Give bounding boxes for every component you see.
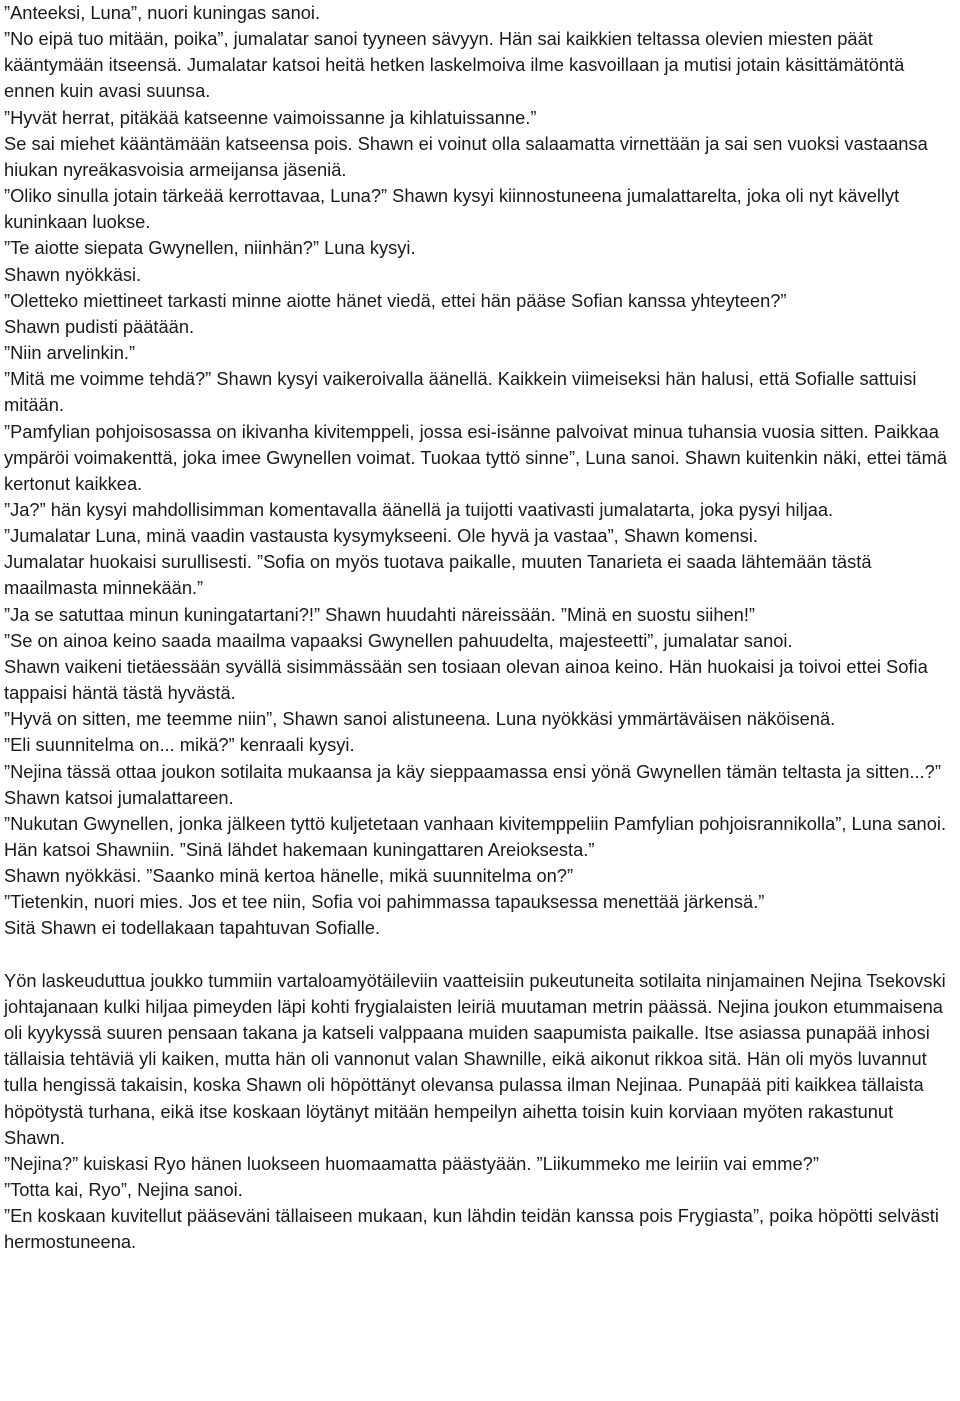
paragraph-11: ”Mitä me voimme tehdä?” Shawn kysyi vaikeroivalla äänellä. Kaikkein viimeiseksi hän halusi, että Sofialle sattuisi mitään. (4, 368, 917, 416)
paragraph-7: Shawn nyökkäsi. (4, 263, 142, 285)
paragraph-14: ”Jumalatar Luna, minä vaadin vastausta kysymykseeni. Ole hyvä ja vastaa”, Shawn komensi. (4, 525, 758, 547)
paragraph-16: ”Ja se satuttaa minun kuningatartani?!” Shawn huudahti näreissään. ”Minä en suostu siihen!” (4, 603, 755, 625)
paragraph-6: ”Te aiotte siepata Gwynellen, niinhän?” Luna kysyi. (4, 237, 416, 259)
paragraph-17: ”Se on ainoa keino saada maailma vapaaksi Gwynellen pahuudelta, majesteetti”, jumalatar sanoi. (4, 629, 793, 651)
paragraph-20: ”Eli suunnitelma on... mikä?” kenraali kysyi. (4, 734, 355, 756)
paragraph-23: Shawn nyökkäsi. ”Saanko minä kertoa hänelle, mikä suunnitelma on?” (4, 865, 574, 887)
paragraph-24: ”Tietenkin, nuori mies. Jos et tee niin, Sofia voi pahimmassa tapauksessa menettää järkensä.” (4, 891, 765, 913)
paragraph-10: ”Niin arvelinkin.” (4, 342, 136, 364)
paragraph-27: ”Nejina?” kuiskasi Ryo hänen luokseen huomaamatta päästyään. ”Liikummeko me leiriin vai emme?” (4, 1152, 819, 1174)
paragraph-15: Jumalatar huokaisi surullisesti. ”Sofia on myös tuotava paikalle, muuten Tanarieta ei saada lähtemään tästä maailmasta minnekään.” (4, 551, 872, 599)
paragraph-22: ”Nukutan Gwynellen, jonka jälkeen tyttö kuljetetaan vanhaan kivitemppeliin Pamfylian pohjoisrannikolla”, Luna sanoi. Hän katsoi Shawniin. ”Sinä lähdet hakemaan kuningattaren Areioksesta.” (4, 812, 947, 860)
paragraph-13: ”Ja?” hän kysyi mahdollisimman komentavalla äänellä ja tuijotti vaativasti jumalatarta, joka pysyi hiljaa. (4, 498, 834, 520)
paragraph-29: ”En koskaan kuvitellut pääseväni tällaiseen mukaan, kun lähdin teidän kanssa pois Frygiasta”, poika höpötti selvästi hermostuneena. (4, 1205, 939, 1253)
paragraph-8: ”Oletteko miettineet tarkasti minne aiotte hänet viedä, ettei hän pääse Sofian kanssa yhteyteen?” (4, 289, 787, 311)
paragraph-21: ”Nejina tässä ottaa joukon sotilaita mukaansa ja käy sieppaamassa ensi yönä Gwynellen tämän teltasta ja sitten...?” Shawn katsoi jumalattareen. (4, 760, 941, 808)
section-break (4, 942, 956, 968)
paragraph-4: Se sai miehet kääntämään katseensa pois. Shawn ei voinut olla salaamatta virnettään ja sai sen vuoksi vastaansa hiukan nyreäkasvoisia armeijansa jäseniä. (4, 132, 928, 180)
paragraph-19: ”Hyvä on sitten, me teemme niin”, Shawn sanoi alistuneena. Luna nyökkäsi ymmärtäväisen näköisenä. (4, 708, 836, 730)
paragraph-1: ”Anteeksi, Luna”, nuori kuningas sanoi. (4, 2, 321, 23)
paragraph-18: Shawn vaikeni tietäessään syvällä sisimmässään sen tosiaan olevan ainoa keino. Hän huokaisi ja toivoi ettei Sofia tappaisi häntä tästä hyvästä. (4, 655, 928, 704)
paragraph-9: Shawn pudisti päätään. (4, 315, 195, 337)
document-page (4, 0, 956, 1255)
paragraph-25: Sitä Shawn ei todellakaan tapahtuvan Sofialle. (4, 917, 381, 939)
paragraph-28: ”Totta kai, Ryo”, Nejina sanoi. (4, 1179, 243, 1201)
paragraph-3: ”Hyvät herrat, pitäkää katseenne vaimoissanne ja kihlatuissanne.” (4, 106, 537, 128)
paragraph-5: ”Oliko sinulla jotain tärkeää kerrottavaa, Luna?” Shawn kysyi kiinnostuneena jumalattarelta, joka oli nyt kävellyt kuninkaan luokse. (4, 185, 900, 233)
paragraph-12: ”Pamfylian pohjoisosassa on ikivanha kivitemppeli, jossa esi-isänne palvoivat minua tuhansia vuosia sitten. Paikkaa ympäröi voimakenttä, joka imee Gwynellen voimat. Tuokaa tyttö sinne”, Luna sanoi. Shawn kuitenkin näki, ettei tämä kertonut kaikkea. (4, 420, 947, 494)
paragraph-26: Yön laskeuduttua joukko tummiin vartaloamyötäileviin vaatteisiin pukeutuneita sotilaita ninjamainen Nejina Tsekovski johtajanaan kulki hiljaa pimeyden läpi kohti frygialaisten leiriä muutaman metrin päässä. Nejina joukon etummaisena oli kyykyssä suuren pensaan takana ja katseli valppaana muiden saapumista paikalle. Itse asiassa punapää inhosi tällaisia tehtäviä yli kaiken, mutta hän oli vannonut valan Shawnille, eikä aikonut rikkoa sitä. Hän oli myös luvannut tulla hengissä takaisin, koska Shawn oli höpöttänyt olevansa pulassa ilman Nejinaa. Punapää piti kaikkea tällaista höpötystä turhana, eikä itse koskaan löytänyt mitään hempeilyn aihetta toisin kuin korviaan myöten rakastunut Shawn. (4, 969, 946, 1148)
paragraph-2: ”No eipä tuo mitään, poika”, jumalatar sanoi tyyneen sävyyn. Hän sai kaikkien teltassa olevien miesten päät kääntymään itseensä. Jumalatar katsoi heitä hetken laskelmoiva ilme kasvoillaan ja mutisi jotain käsittämätöntä ennen kuin avasi suunsa. (4, 28, 905, 102)
